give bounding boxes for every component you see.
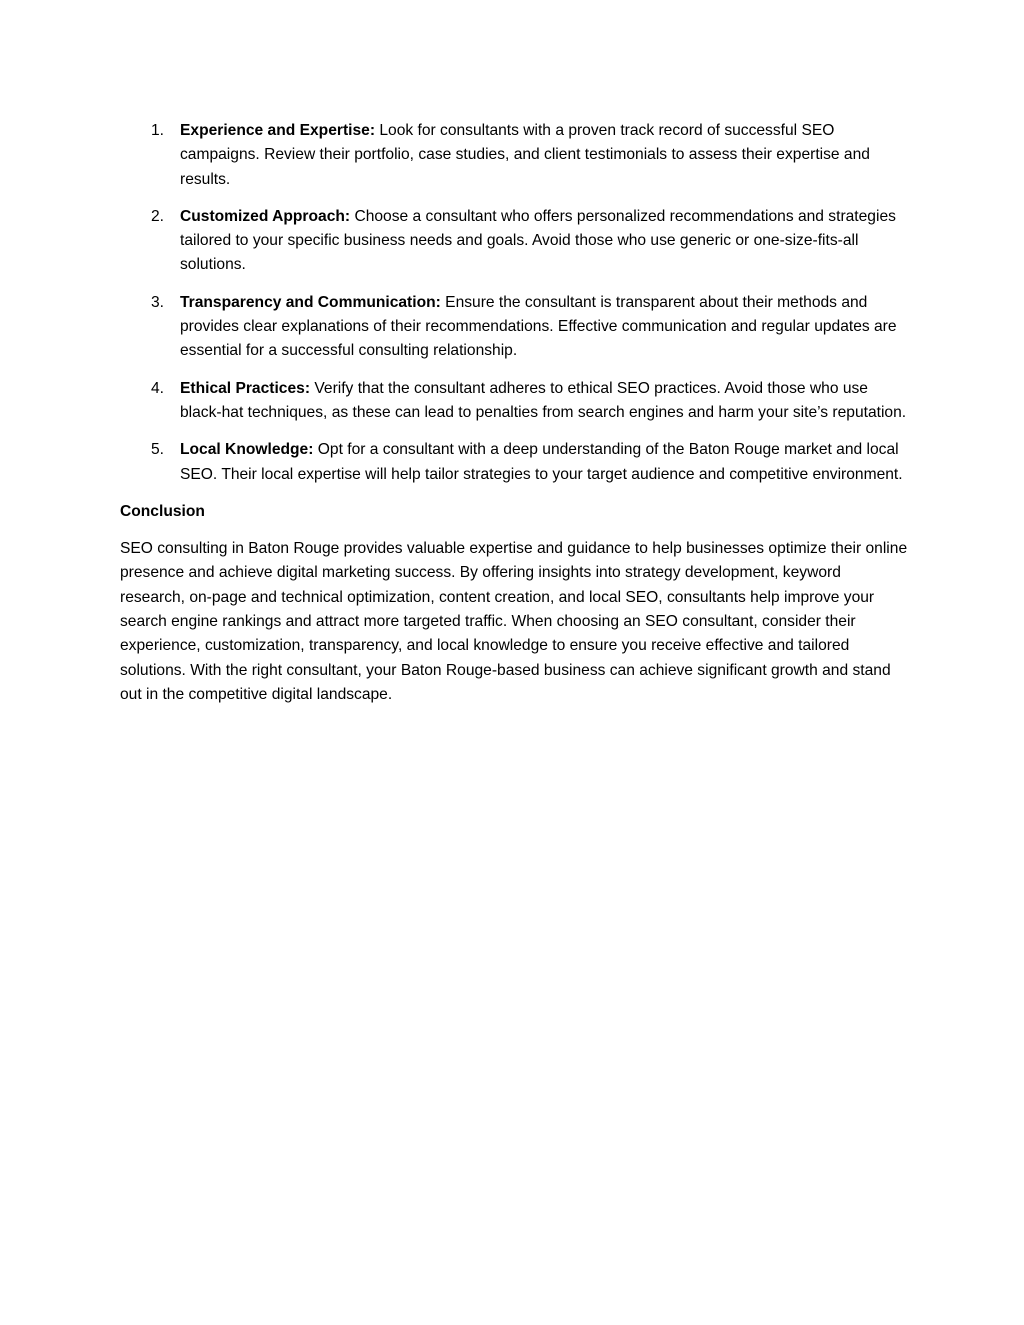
list-item-number: 4. [151,379,165,397]
list-item-heading: Customized Approach: [180,207,351,225]
list-item-heading: Ethical Practices: [180,379,311,397]
list-item [120,377,910,426]
conclusion-paragraph: SEO consulting in Baton Rouge provides valuable expertise and guidance to help businesses optimize their online presence and achieve digital marketing success. By offering insights into strategy development, keyword research, on-page and technical optimization, content creation, and local SEO, consultants help improve your search engine rankings and attract more targeted traffic. When choosing an SEO consultant, consider their experience, customization, transparency, and local knowledge to ensure you receive effective and tailored solutions. With the right consultant, your Baton Rouge-based business can achieve significant growth and stand out in the competitive digital landscape. [120,540,908,703]
list-item-text: Ensure the consultant is transparent about their methods and provides clear explanations of their recommendations. Effective communication and regular updates are essential for a successful consulting relationship. [180,293,897,360]
list-item-text: Verify that the consultant adheres to ethical SEO practices. Avoid those who use black-hat techniques, as these can lead to penalties from search engines and harm your site’s reputation. [180,379,907,421]
list-item-text: Opt for a consultant with a deep understanding of the Baton Rouge market and local SEO. Their local expertise will help tailor strategies to your target audience and competitive environment. [180,441,903,483]
list-item-number: 1. [151,122,165,139]
list-item-number: 3. [151,293,165,311]
list-item-heading: Local Knowledge: [180,441,314,459]
list-item [120,438,910,487]
list-item [120,205,910,278]
list-item-number: 5. [151,441,165,459]
consultant-criteria-list [120,119,910,487]
list-item-number: 2. [151,207,165,225]
conclusion-heading: Conclusion [120,502,205,520]
list-item [120,119,910,192]
list-item-heading: Experience and Expertise: [180,122,376,139]
list-item-heading: Transparency and Communication: [180,293,441,311]
document-content [120,119,910,707]
list-item-text: Look for consultants with a proven track record of successful SEO campaigns. Review their portfolio, case studies, and client testimonials to assess their expertise and results. [180,122,870,188]
list-item-text: Choose a consultant who offers personalized recommendations and strategies tailored to your specific business needs and goals. Avoid those who use generic or one-size-fits-all solutions. [180,207,896,274]
list-item [120,291,910,364]
